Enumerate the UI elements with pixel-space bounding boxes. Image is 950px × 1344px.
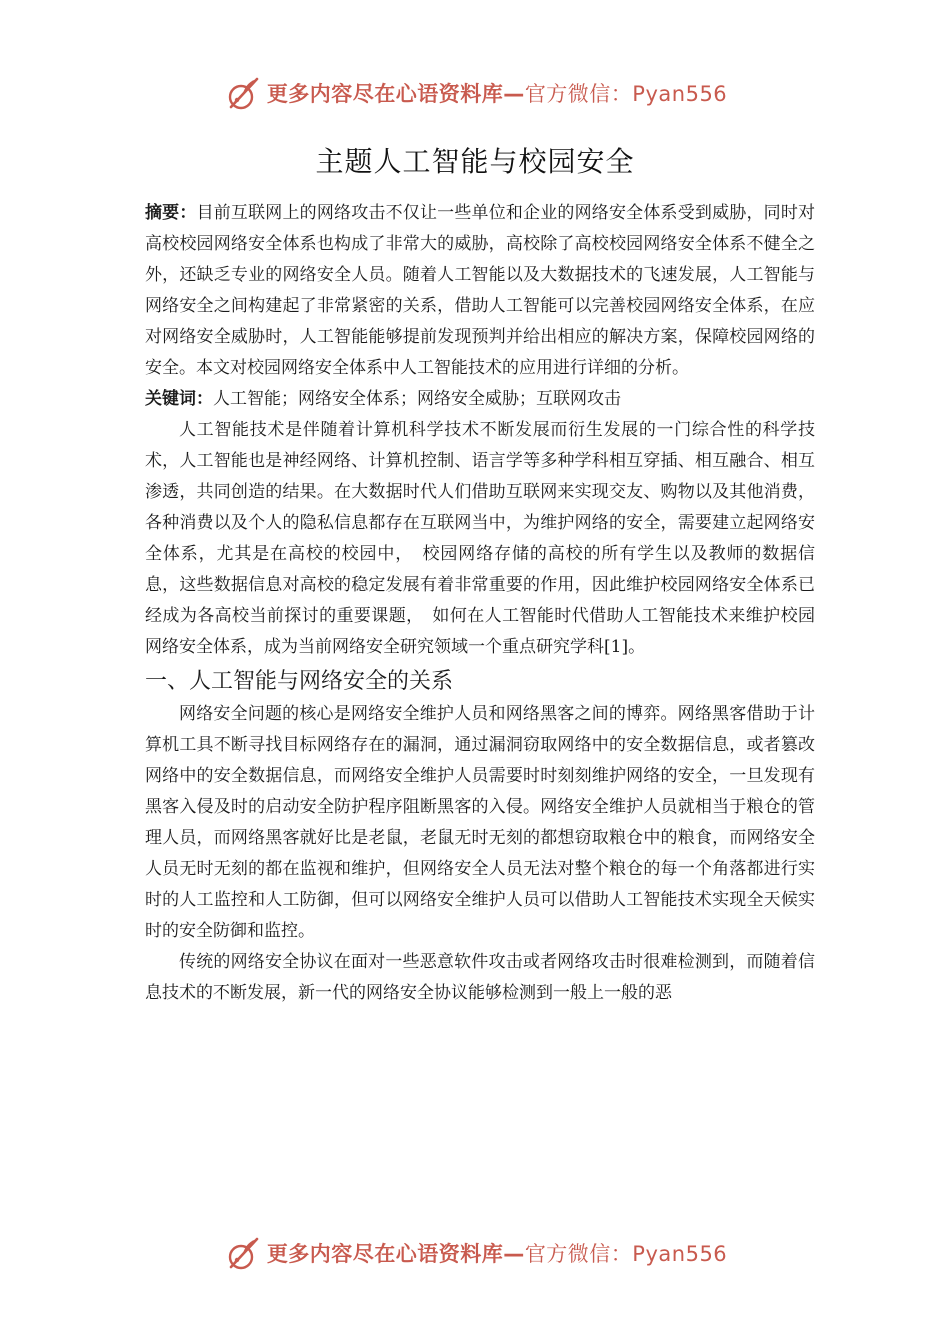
section-paragraph: 网络安全问题的核心是网络安全维护人员和网络黑客之间的博弈。网络黑客借助于计算机工具不断寻找目标网络存在的漏洞，通过漏洞窃取网络中的安全数据信息，或者篡改网络中的安全数据信息，而网络安全维护人员需要时时刻刻维护网络的安全，一旦发现有黑客入侵及时的启动安全防护程序阻断黑客的入侵。网络安全维护人员就相当于粮仓的管理人员，而网络黑客就好比是老鼠，老鼠无时无刻的都想窃取粮仓中的粮食，而网络安全人员无时无刻的都在监视和维护，但网络安全人员无法对整个粮仓的每一个角落都进行实时的人工监控和人工防御，但可以网络安全维护人员可以借助人工智能技术实现全天候实时的安全防御和监控。 xyxy=(145,704,815,941)
quill-logo-icon xyxy=(223,73,263,113)
banner-text: 更多内容尽在心语资料库—官方微信：Pyan556 xyxy=(266,82,728,106)
keywords-text: 人工智能；网络安全体系；网络安全威胁；互联网攻击 xyxy=(213,389,621,409)
section-heading: 一、人工智能与网络安全的关系 xyxy=(145,669,454,694)
keywords-paragraph xyxy=(145,384,815,415)
footer-watermark-banner xyxy=(0,1230,950,1276)
quill-logo-icon xyxy=(223,1233,263,1273)
section-paragraph: 传统的网络安全协议在面对一些恶意软件攻击或者网络攻击时很难检测到，而随着信息技术的不断发展，新一代的网络安全协议能够检测到一般上一般的恶 xyxy=(145,952,815,1003)
banner-wechat: 官方微信：Pyan556 xyxy=(524,1242,728,1266)
abstract-paragraph xyxy=(145,198,815,384)
intro-paragraph: 人工智能技术是伴随着计算机科学技术不断发展而衍生发展的一门综合性的科学技术，人工智能也是神经网络、计算机控制、语言学等多种学科相互穿插、相互融合、相互渗透，共同创造的结果。在大数据时代人们借助互联网来实现交友、购物以及其他消费，各种消费以及个人的隐私信息都存在互联网当中，为维护网络的安全，需要建立起网络安全体系，尤其是在高校的校园中， 校园网络存储的高校的所有学生以及教师的数据信息，这些数据信息对高校的稳定发展有着非常重要的作用，因此维护校园网络安全体系已经成为各高校当前探讨的重要课题， 如何在人工智能时代借助人工智能技术来维护校园网络安全体系，成为当前网络安全研究领域一个重点研究学科[1]。 xyxy=(145,420,815,657)
abstract-label: 摘要： xyxy=(145,203,197,223)
banner-wechat: 官方微信：Pyan556 xyxy=(524,82,728,106)
page-title: 主题人工智能与校园安全 xyxy=(315,145,635,178)
banner-text: 更多内容尽在心语资料库—官方微信：Pyan556 xyxy=(266,1242,728,1266)
header-watermark-banner xyxy=(0,70,950,116)
abstract-text: 目前互联网上的网络攻击不仅让一些单位和企业的网络安全体系受到威胁，同时对高校校园网络安全体系也构成了非常大的威胁，高校除了高校校园网络安全体系不健全之外，还缺乏专业的网络安全人员。随着人工智能以及大数据技术的飞速发展，人工智能与网络安全之间构建起了非常紧密的关系，借助人工智能可以完善校园网络安全体系，在应对网络安全威胁时，人工智能能够提前发现预判并给出相应的解决方案，保障校园网络的安全。本文对校园网络安全体系中人工智能技术的应用进行详细的分析。 xyxy=(145,203,816,378)
keywords-label: 关键词： xyxy=(145,389,213,409)
document-body xyxy=(145,198,815,1009)
